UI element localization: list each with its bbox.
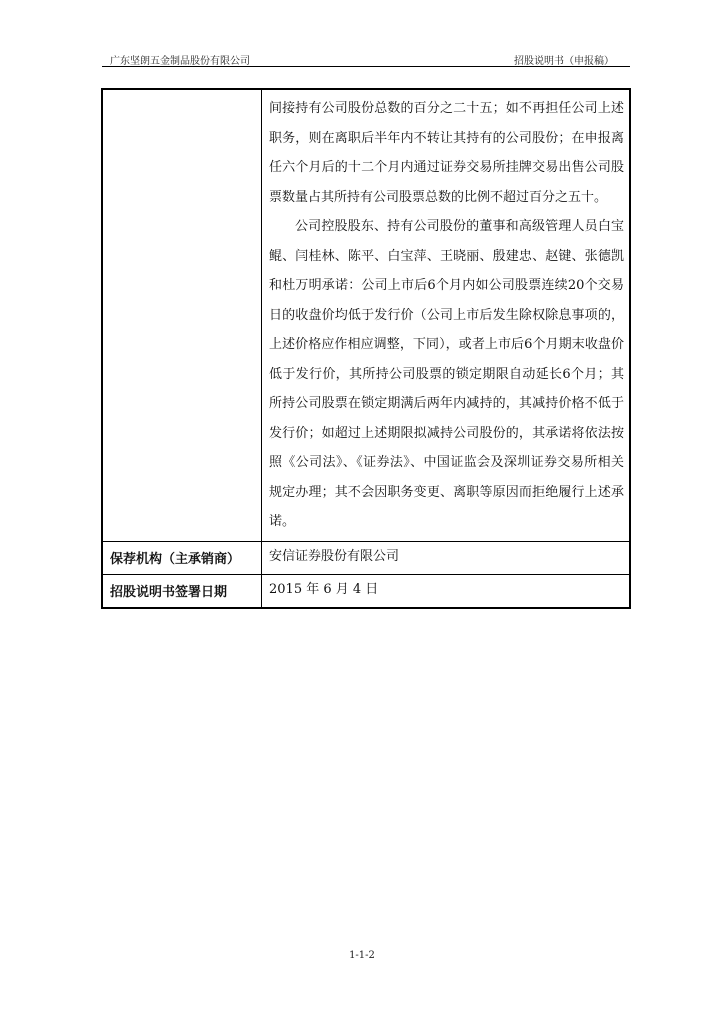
commitment-paragraph-1: 间接持有公司股份总数的百分之二十五；如不再担任公司上述职务，则在离职后半年内不转让其持有的公司股份；在申报离任六个月后的十二个月内通过证券交易所挂牌交易出售公司股票数量占其所持有公司股票总数的比例不超过百分之五十。 [269, 101, 624, 205]
commitment-paragraph-2: 公司控股股东、持有公司股份的董事和高级管理人员白宝鲲、闫桂林、陈平、白宝萍、王晓丽、殷建忠、赵键、张德凯和杜万明承诺：公司上市后6个月内如公司股票连续20个交易日的收盘价均低于发行价（公司上市后发生除权除息事项的，上述价格应作相应调整，下同），或者上市后6个月期末收盘价低于发行价，其所持公司股票的锁定期限自动延长6个月；其所持公司股票在锁定期满后两年内减持的，其减持价格不低于发行价；如超过上述期限拟减持公司股份的，其承诺将依法按照《公司法》、《证券法》、中国证监会及深圳证券交易所相关规定办理；其不会因职务变更、离职等原因而拒绝履行上述承诺。 [269, 219, 624, 529]
table-row-lockup-commitment [102, 89, 630, 541]
row-label-signing-date: 招股说明书签署日期 [102, 574, 262, 608]
prospectus-info-table [101, 88, 631, 609]
row-label-sponsor: 保荐机构（主承销商） [102, 541, 262, 574]
table-row-signing-date [102, 574, 630, 608]
header-document-title: 招股说明书（申报稿） [514, 56, 614, 67]
table-row-sponsor [102, 541, 630, 574]
header-divider [102, 66, 630, 67]
page-number: 1-1-2 [349, 950, 375, 961]
row-label-empty [102, 89, 262, 541]
header-company-name: 广东坚朗五金制品股份有限公司 [110, 56, 250, 67]
row-value-lockup-commitment [262, 89, 631, 541]
row-value-signing-date: 2015 年 6 月 4 日 [262, 574, 631, 608]
row-value-sponsor: 安信证券股份有限公司 [262, 541, 631, 574]
